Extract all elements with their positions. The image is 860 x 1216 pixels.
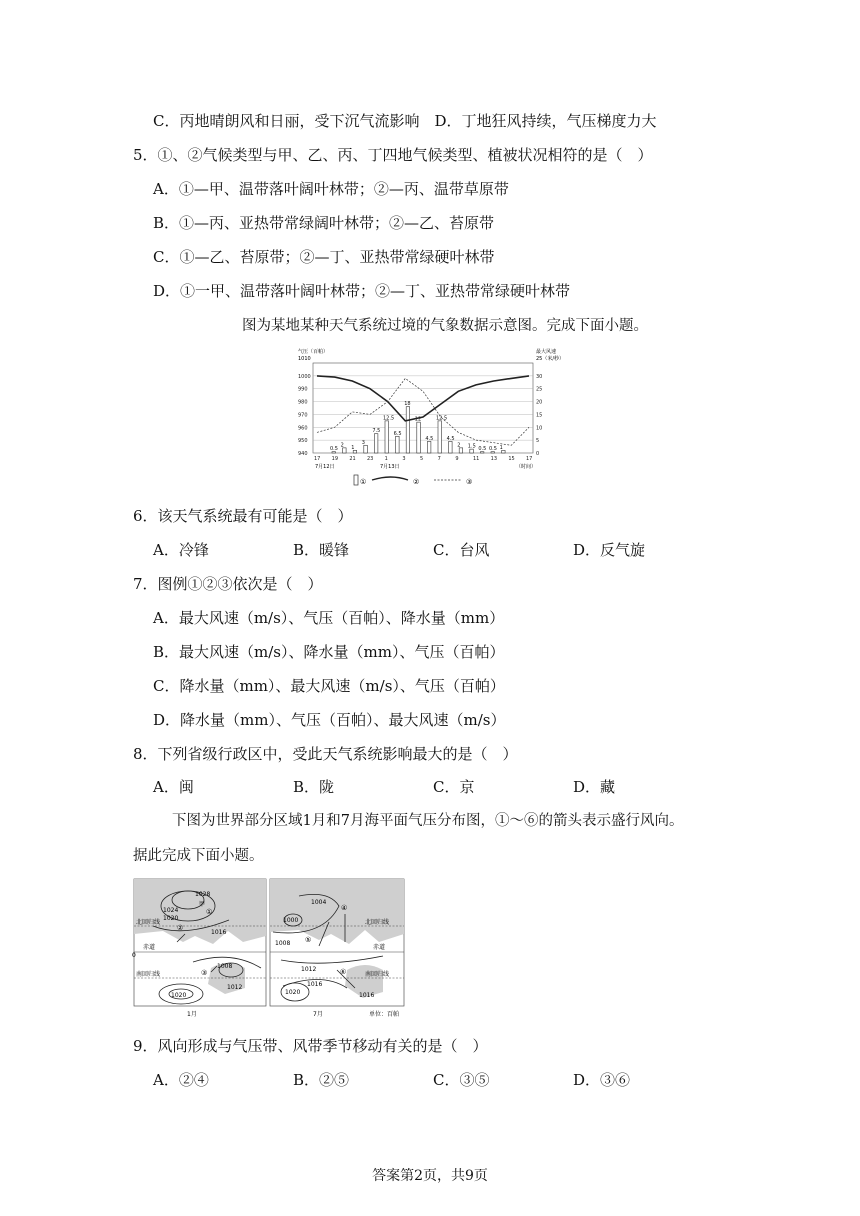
bar-data-label: 2: [457, 442, 461, 449]
jul-isobar-1016-east: 1016: [359, 992, 375, 999]
bar-data-label: 12.5: [383, 415, 395, 422]
jul-isobar-1000: 1000: [283, 917, 299, 924]
right-tick-label: 0: [536, 451, 540, 457]
jan-isobar-1016: 1016: [211, 929, 227, 936]
x-tick-label: 1: [384, 456, 388, 462]
jan-month-label: 1月: [187, 1011, 197, 1018]
jan-isobar-1008: 1008: [217, 963, 233, 970]
jan-zero-label: 0: [132, 952, 136, 959]
bar-data-label: 3: [361, 439, 365, 446]
legend-1: ①: [360, 478, 367, 486]
q9-option-d: D．③⑥: [573, 1071, 631, 1089]
precip-bar: [396, 436, 400, 453]
x-tick-label: 13: [490, 456, 498, 462]
jul-isobar-1020: 1020: [285, 989, 301, 996]
q6-option-a: A．冷锋: [153, 541, 209, 559]
q6-options: [153, 540, 713, 560]
left-axis-title: 气压（百帕）: [298, 349, 329, 355]
q7-option-a: A．最大风速（m/s）、气压（百帕）、降水量（mm）: [153, 609, 505, 627]
x-tick-label: 3: [402, 456, 406, 462]
left-tick-label: 950: [298, 438, 308, 445]
jan-isobar-1020: 1020: [163, 915, 179, 922]
q8-option-d: D．藏: [573, 778, 616, 796]
jul-isobar-1008: 1008: [275, 940, 291, 947]
precip-bar: [417, 422, 421, 453]
left-axis-top: 1010: [298, 356, 311, 362]
precip-bar: [385, 421, 389, 453]
q5-stem: 5．①、②气候类型与甲、乙、丙、丁四地气候类型、植被状况相符的是（ ）: [133, 146, 653, 164]
map-unit-label: 单位：百帕: [369, 1011, 400, 1018]
jul-tropic-n-label: 北回归线: [365, 919, 390, 926]
q9-option-b: B．②⑤: [293, 1071, 350, 1089]
jan-isobar-1012: 1012: [227, 984, 243, 991]
q7-option-c: C．降水量（mm）、最大风速（m/s）、气压（百帕）: [153, 677, 505, 695]
plot-frame: [313, 363, 533, 453]
precip-bar: [427, 441, 431, 453]
legend-bar-swatch: [354, 475, 358, 485]
x-tick-label: 9: [455, 456, 459, 462]
q7-option-d: D．降水量（mm）、气压（百帕）、最大风速（m/s）: [153, 711, 506, 729]
date-label-2: 7月13日: [380, 464, 400, 470]
precip-bar: [374, 434, 378, 453]
chart-intro: 图为某地某种天气系统过境的气象数据示意图。完成下面小题。: [242, 318, 648, 334]
x-tick-label: 7: [437, 456, 441, 462]
bar-data-label: 0.5: [330, 446, 338, 453]
jan-arrow-1-label: ①: [206, 908, 213, 916]
x-tick-label: 15: [508, 456, 515, 462]
map-intro-line-2: 据此完成下面小题。: [133, 848, 264, 864]
jul-tropic-s-label: 南回归线: [365, 971, 390, 978]
jan-tropic-s-label: 南回归线: [136, 971, 161, 978]
precip-bar: [438, 421, 442, 453]
page-footer: 答案第2页，共9页: [372, 1168, 488, 1184]
july-map: [270, 879, 404, 1018]
right-tick-label: 5: [536, 438, 540, 445]
bar-data-label: 7.5: [372, 428, 381, 435]
bar-data-label: 6.5: [393, 430, 402, 437]
precip-bar: [449, 441, 453, 453]
x-tick-label: 17: [314, 456, 321, 462]
jan-arrow-2-label: ②: [177, 924, 184, 932]
jan-isobar-1024: 1024: [163, 907, 179, 914]
bar-data-label: 0.5: [478, 446, 487, 453]
x-tick-label: 23: [367, 456, 374, 462]
q8-options: [153, 777, 713, 797]
jan-place-jia: 甲: [199, 901, 206, 908]
q8-stem: 8．下列省级行政区中，受此天气系统影响最大的是（ ）: [133, 745, 518, 763]
q6-stem: 6．该天气系统最有可能是（ ）: [133, 507, 353, 525]
q5-option-c: C．①—乙、苔原带；②—丁、亚热带常绿硬叶林带: [153, 248, 495, 266]
q9-option-c: C．③⑤: [433, 1071, 490, 1089]
jan-equator-label: 赤道: [143, 944, 156, 951]
january-map: [132, 879, 266, 1018]
right-axis-title: 最大风速: [536, 349, 557, 355]
weather-chart: [296, 346, 566, 488]
q6-option-c: C．台风: [433, 541, 490, 559]
precip-bar: [470, 449, 474, 453]
q8-option-c: C．京: [433, 778, 475, 796]
x-tick-label: 5: [420, 456, 424, 462]
jul-isobar-1012: 1012: [301, 966, 317, 973]
q7-stem: 7．图例①②③依次是（ ）: [133, 575, 323, 593]
right-tick-label: 20: [536, 399, 543, 406]
jul-isobar-1004: 1004: [311, 899, 327, 906]
jul-month-label: 7月: [313, 1011, 323, 1018]
left-tick-label: 940: [298, 451, 308, 457]
legend-3: ③: [466, 478, 473, 486]
precip-bar: [364, 445, 368, 453]
q5-option-a: A．①—甲、温带落叶阔叶林带；②—丙、温带草原带: [153, 180, 509, 198]
bar-data-label: 4.5: [425, 435, 434, 442]
q8-option-a: A．闽: [153, 778, 194, 796]
bar-data-label: 2: [340, 442, 344, 449]
bar-data-label: 1.5: [467, 443, 476, 450]
bar-data-label: 1: [499, 444, 503, 451]
q5-option-b: B．①—丙、亚热带常绿阔叶林带；②—乙、苔原带: [153, 214, 495, 232]
left-tick-label: 960: [298, 425, 308, 432]
left-tick-label: 980: [298, 399, 308, 406]
legend-line-swatch: [372, 477, 408, 480]
precip-bar: [343, 448, 347, 453]
q5-option-d: D．①一甲、温带落叶阔叶林带；②—丁、亚热带常绿硬叶林带: [153, 282, 571, 300]
x-tick-label: 17: [526, 456, 533, 462]
bar-data-label: 12.5: [436, 415, 448, 422]
q4-option-cd: C．丙地晴朗风和日丽，受下沉气流影响 D．丁地狂风持续，气压梯度力大: [153, 112, 657, 130]
jul-arrow-4-label: ④: [341, 904, 348, 912]
q6-option-b: B．暖锋: [293, 541, 350, 559]
bar-data-label: 4.5: [446, 435, 455, 442]
x-tick-label: 11: [473, 456, 480, 462]
precip-bar: [406, 407, 410, 453]
jan-isobar-1020-south: 1020: [171, 992, 187, 999]
series-3-line: [317, 378, 529, 445]
jan-isobar-1028: 1028: [195, 891, 211, 898]
left-tick-label: 990: [298, 386, 308, 393]
q7-option-b: B．最大风速（m/s）、降水量（mm）、气压（百帕）: [153, 643, 505, 661]
jul-equator-label: 赤道: [373, 944, 386, 951]
q9-option-a: A．②④: [153, 1071, 209, 1089]
jan-arrow-3-label: ③: [201, 969, 208, 977]
q6-option-d: D．反气旋: [573, 541, 646, 559]
right-tick-label: 10: [536, 425, 543, 432]
bar-data-label: 18: [404, 401, 411, 408]
legend-2: ②: [413, 478, 420, 486]
q9-options: [153, 1070, 713, 1090]
right-tick-label: 30: [536, 373, 543, 380]
x-tick-label: 19: [331, 456, 339, 462]
right-tick-label: 15: [536, 412, 543, 419]
map-intro-line-1: 下图为世界部分区域1月和7月海平面气压分布图，①～⑥的箭头表示盛行风向。: [172, 813, 684, 829]
jan-tropic-n-label: 北回归线: [136, 919, 161, 926]
time-label: （时间）: [516, 464, 537, 470]
right-axis-unit: 25（米/秒）: [536, 356, 565, 362]
left-tick-label: 1000: [298, 373, 311, 380]
bar-data-label: 0.5: [489, 446, 497, 453]
series-2-line: [317, 376, 529, 421]
jul-arrow-5-label: ⑤: [305, 936, 312, 944]
jul-arrow-6-label: ⑥: [340, 968, 347, 976]
jul-isobar-1016: 1016: [307, 981, 323, 988]
pressure-maps: [133, 876, 405, 1020]
q8-option-b: B．陇: [293, 778, 335, 796]
bar-data-label: 1: [351, 444, 355, 451]
date-label-1: 7月12日: [315, 464, 335, 470]
bar-data-label: 12: [414, 416, 422, 423]
right-tick-label: 25: [536, 386, 543, 393]
left-tick-label: 970: [298, 412, 308, 419]
q9-stem: 9．风向形成与气压带、风带季节移动有关的是（ ）: [133, 1037, 488, 1055]
precip-bar: [459, 448, 463, 453]
x-tick-label: 21: [349, 456, 356, 462]
